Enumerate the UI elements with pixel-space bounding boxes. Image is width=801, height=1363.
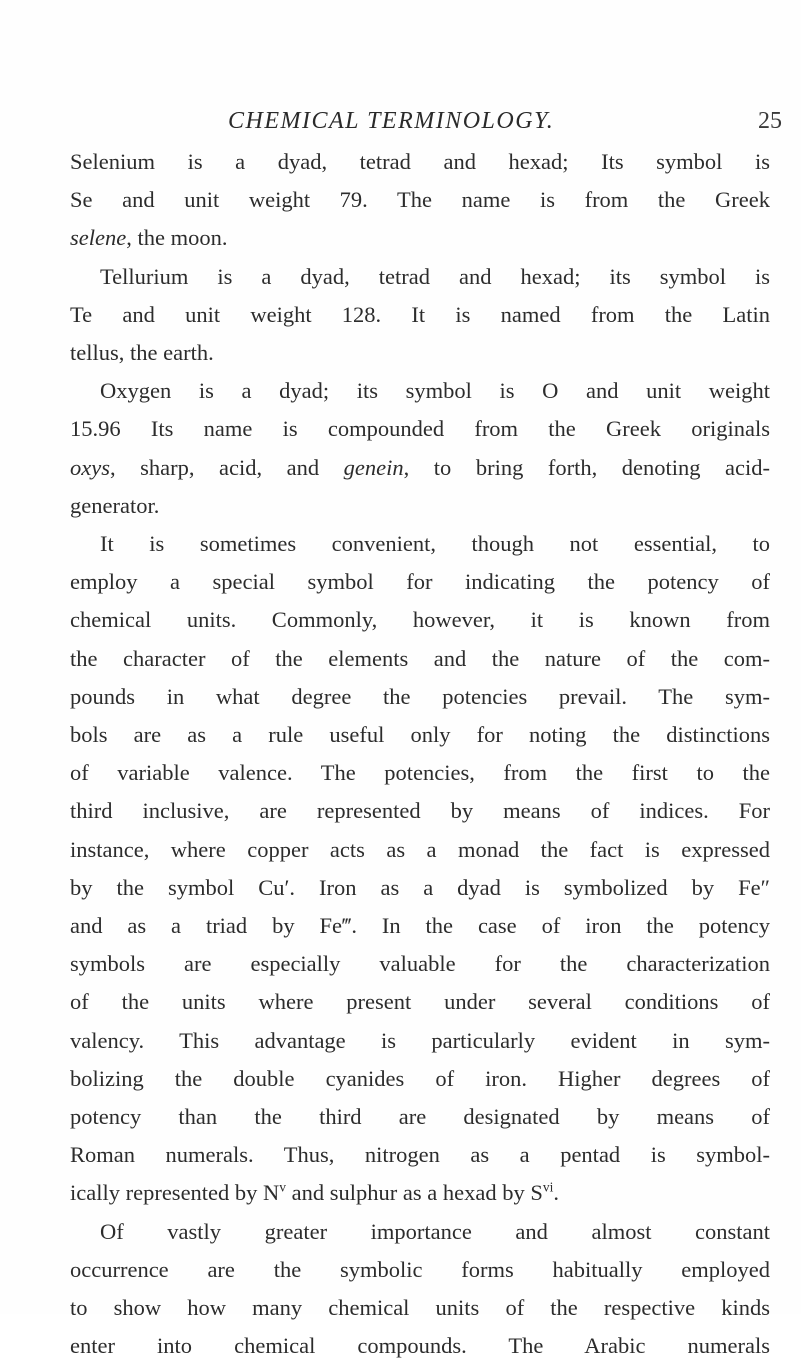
italic-term: selene <box>70 225 127 251</box>
text-run: the character of the elements and the nature of the com- <box>70 645 770 671</box>
text-line <box>70 603 770 637</box>
text-run: It is sometimes convenient, though not essential, to <box>100 531 770 556</box>
text-run: bolizing the double cyanides of iron. Higher degrees of <box>70 1065 770 1091</box>
text-run: Se and unit weight 79. The name is from the Greek <box>70 187 770 213</box>
text-line <box>70 1176 559 1210</box>
text-line <box>70 871 770 905</box>
text-run: to show how many chemical units of the respective kinds <box>70 1295 770 1320</box>
text-line <box>70 833 770 867</box>
superscript-numeral: vi <box>542 1179 554 1195</box>
text-line <box>70 336 214 370</box>
text-line <box>70 1062 770 1096</box>
text-line <box>70 985 770 1019</box>
text-run: , to bring forth, denoting acid- <box>403 454 770 480</box>
running-title: CHEMICAL TERMINOLOGY. <box>228 108 555 134</box>
text-line <box>100 260 770 294</box>
text-line <box>70 221 227 255</box>
text-line <box>70 718 770 752</box>
text-run: pounds in what degree the potencies prevail. The sym- <box>70 683 770 709</box>
text-run: instance, where copper acts as a monad the fact is expressed <box>70 836 770 862</box>
text-run: enter into chemical compounds. The Arabic numerals <box>70 1333 770 1359</box>
text-run: by the symbol Cu′. Iron as a dyad is symbolized by Fe″ <box>70 874 770 900</box>
text-line <box>70 947 770 981</box>
text-line <box>70 145 770 179</box>
text-run: Selenium is a dyad, tetrad and hexad; Its symbol is <box>70 149 770 174</box>
text-run: third inclusive, are represented by means of indices. For <box>70 798 770 824</box>
text-line <box>70 183 770 217</box>
text-run: employ a special symbol for indicating the potency of <box>70 569 770 595</box>
text-run: of variable valence. The potencies, from the first to the <box>70 760 770 786</box>
text-run: chemical units. Commonly, however, it is known from <box>70 607 770 633</box>
italic-term: oxys <box>70 454 110 480</box>
text-line <box>70 1291 770 1325</box>
text-line <box>70 909 770 943</box>
text-line <box>70 1329 770 1363</box>
text-run: , the moon. <box>126 225 228 251</box>
text-run: Roman numerals. Thus, nitrogen as a pentad is symbol- <box>70 1142 770 1168</box>
text-run: generator. <box>70 492 160 518</box>
text-line <box>70 680 770 714</box>
text-run: and as a triad by Fe‴. In the case of iron the potency <box>70 913 770 938</box>
text-line <box>70 412 770 446</box>
text-run: Tellurium is a dyad, tetrad and hexad; its symbol is <box>100 263 770 289</box>
text-run: ically represented by N <box>70 1180 280 1206</box>
text-run: tellus, the earth. <box>70 340 214 365</box>
text-run: bols are as a rule useful only for noting the distinctions <box>70 722 770 747</box>
text-line <box>70 756 770 790</box>
text-run: symbols are especially valuable for the characterization <box>70 951 770 977</box>
text-line <box>70 642 770 676</box>
page-number: 25 <box>758 108 782 134</box>
text-run: of the units where present under several conditions of <box>70 989 770 1015</box>
text-line <box>70 489 159 523</box>
italic-term: genein <box>343 454 404 480</box>
text-run: Te and unit weight 128. It is named from the Latin <box>70 301 770 327</box>
text-line <box>100 1215 770 1249</box>
text-run: and sulphur as a hexad by S <box>286 1180 543 1206</box>
page-header <box>0 108 801 138</box>
text-run: Of vastly greater importance and almost constant <box>100 1218 770 1244</box>
text-line <box>70 794 770 828</box>
text-line <box>70 565 770 599</box>
text-line <box>100 374 770 408</box>
text-run: valency. This advantage is particularly evident in sym- <box>70 1027 770 1053</box>
text-run: . <box>553 1180 560 1206</box>
text-line <box>70 1138 770 1172</box>
text-run: , sharp, acid, and <box>109 454 344 480</box>
text-run: Oxygen is a dyad; its symbol is O and unit weight <box>100 378 770 404</box>
text-line <box>100 527 770 561</box>
superscript-numeral: v <box>279 1179 287 1195</box>
text-run: occurrence are the symbolic forms habitually employed <box>70 1256 770 1282</box>
text-line <box>70 451 770 485</box>
text-line <box>70 1100 770 1134</box>
text-line <box>70 1024 770 1058</box>
text-line <box>70 1253 770 1287</box>
text-line <box>70 298 770 332</box>
text-run: potency than the third are designated by means of <box>70 1104 770 1129</box>
text-run: 15.96 Its name is compounded from the Greek originals <box>70 416 770 442</box>
